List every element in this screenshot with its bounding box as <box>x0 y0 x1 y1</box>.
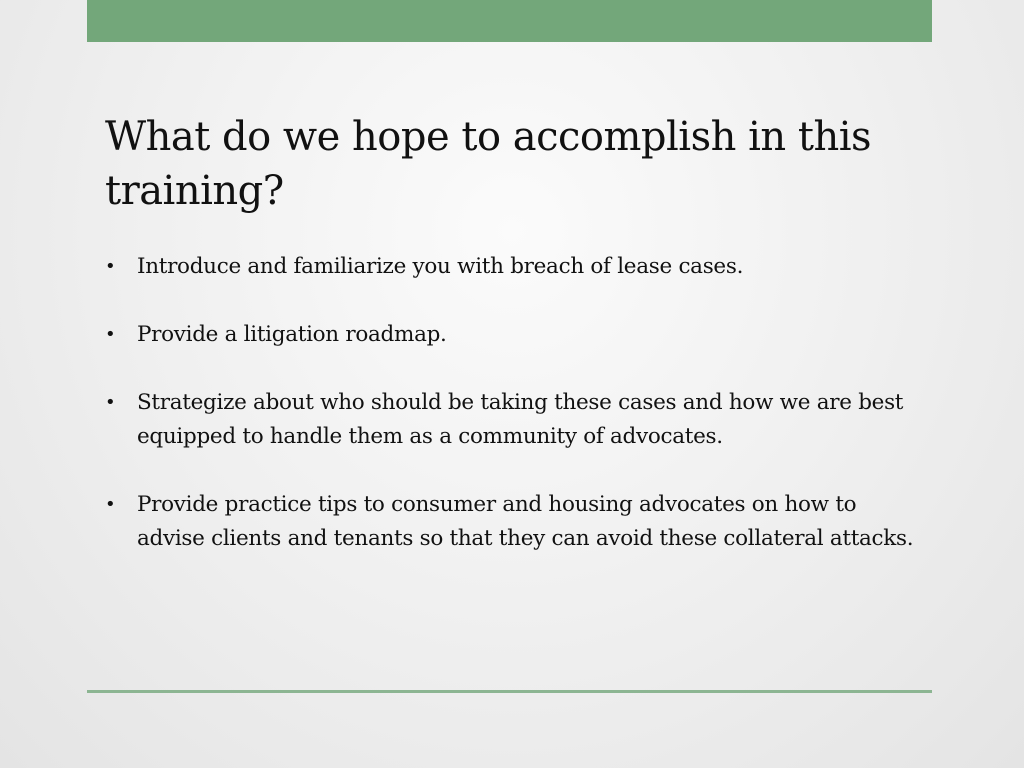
slide-title: What do we hope to accomplish in this training? <box>105 114 872 214</box>
bottom-divider <box>87 690 932 693</box>
bullet-item: • Strategize about who should be taking these cases and how we are best equipped to handle them as a community of advocates. <box>105 386 915 454</box>
bullet-item: • Provide a litigation roadmap. <box>105 318 915 352</box>
top-accent-bar <box>87 0 932 42</box>
bullet-item: • Provide practice tips to consumer and housing advocates on how to advise clients and tenants so that they can avoid these collateral attacks. <box>105 488 915 556</box>
bullet-item: • Introduce and familiarize you with breach of lease cases. <box>105 250 915 284</box>
bullet-list <box>105 250 915 590</box>
